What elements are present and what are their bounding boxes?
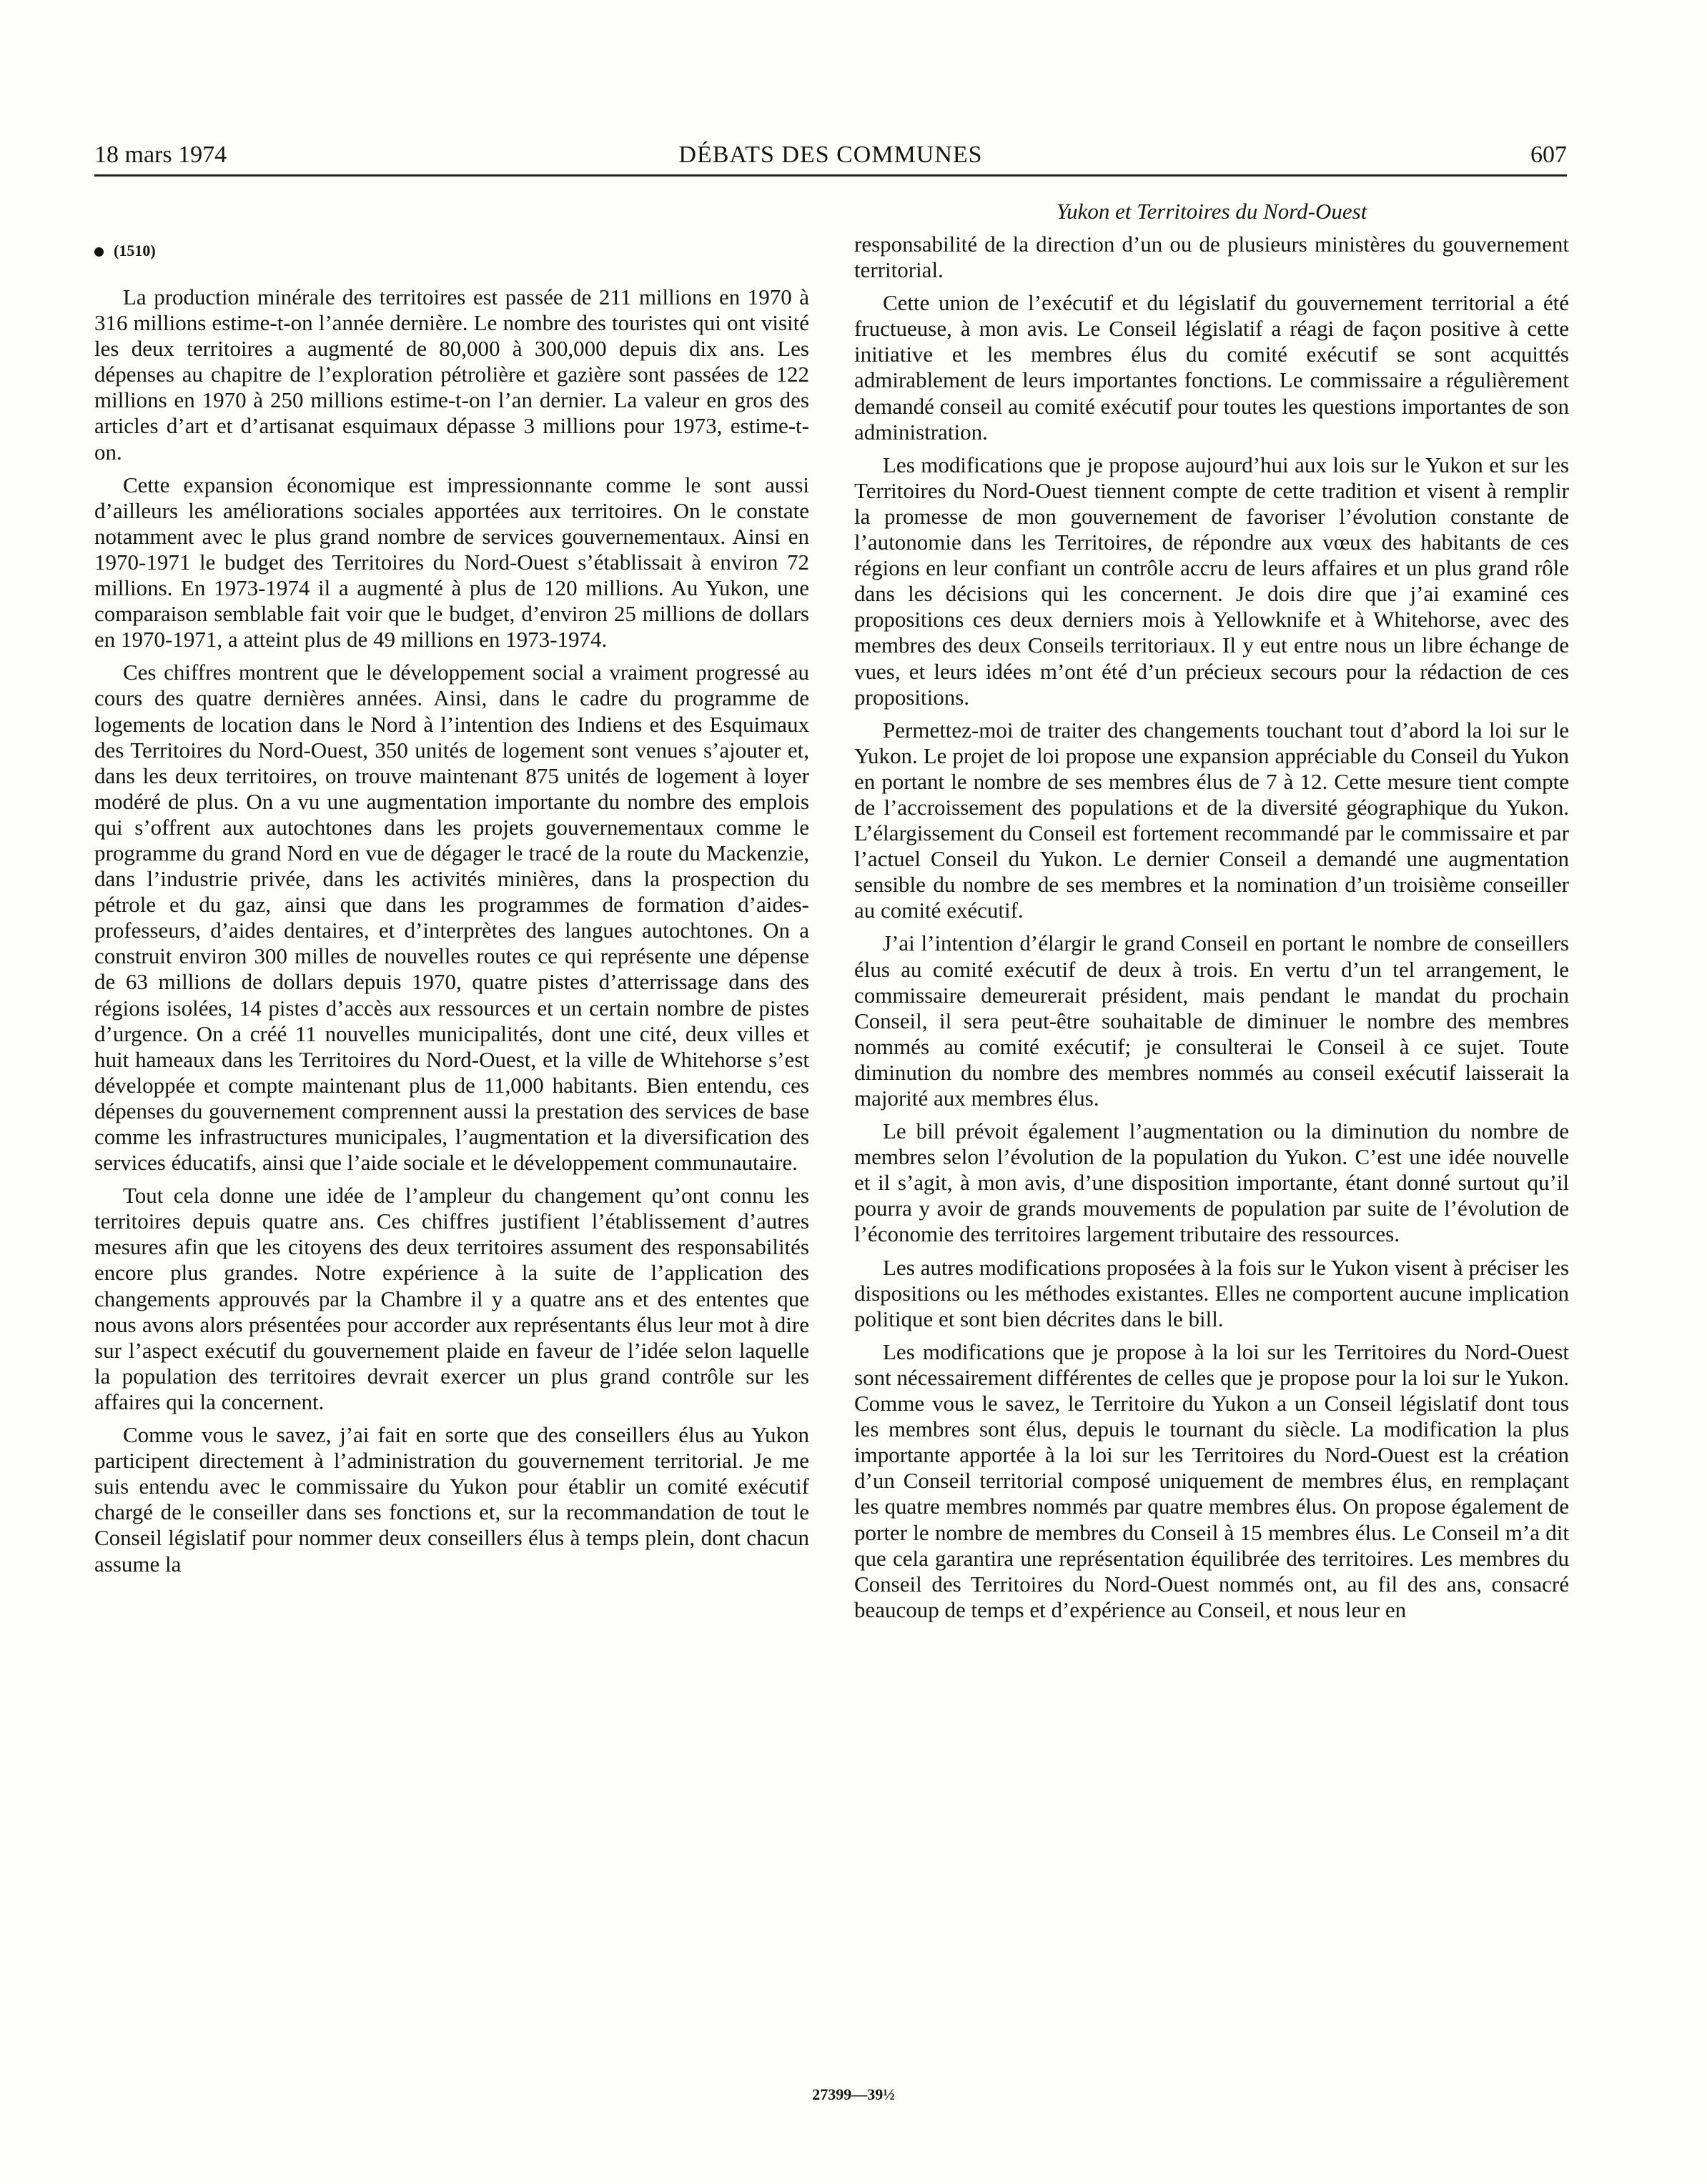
time-stamp-label: (1510)	[114, 242, 156, 259]
running-head: Yukon et Territoires du Nord-Ouest	[1056, 199, 1367, 224]
paragraph: J’ai l’intention d’élargir le grand Conseil en portant le nombre de conseillers élus au comité exécutif de deux à trois. En vertu d’un tel arrangement, le commissaire demeurerait président, mais pendant le mandat du prochain Conseil, il sera peut-être souhaitable de diminuer le nombre des membres nommés au comité exécutif; je consulterai le Conseil à ce sujet. Toute diminution du nombre des membres nommés au conseil exécutif laisserait la majorité aux membres élus.	[854, 930, 1569, 1111]
paragraph: Les autres modifications proposées à la fois sur le Yukon visent à préciser les dispositions ou les méthodes existantes. Elles ne comportent aucune implication politique et sont bien décrites dans le bill.	[854, 1254, 1569, 1331]
header-title: DÉBATS DES COMMUNES	[678, 142, 983, 168]
time-stamp	[94, 242, 156, 260]
bullet-icon	[94, 247, 104, 257]
paragraph: Permettez-moi de traiter des changements touchant tout d’abord la loi sur le Yukon. Le projet de loi propose une expansion appréciable du Conseil du Yukon en portant le nombre de ses membres élus de 7 à 12. Cette mesure tient compte de l’accroissement des populations et de la diversité géographique du Yukon. L’élargissement du Conseil est fortement recommandé par le commissaire et par l’actuel Conseil du Yukon. Le dernier Conseil a demandé une augmentation sensible du nombre de ses membres et la nomination d’un troisième conseiller au comité exécutif.	[854, 717, 1569, 923]
paragraph: Cette expansion économique est impressionnante comme le sont aussi d’ailleurs les améliorations sociales apportées aux territoires. On le constate notamment avec le plus grand nombre de services gouvernementaux. Ainsi en 1970-1971 le budget des Territoires du Nord-Ouest s’établissait à environ 72 millions. En 1973-1974 il a augmenté à plus de 120 millions. Au Yukon, une comparaison semblable fait voir que le budget, d’environ 25 millions de dollars en 1970-1971, a atteint plus de 49 millions en 1973-1974.	[94, 472, 809, 652]
paragraph: Les modifications que je propose à la loi sur les Territoires du Nord-Ouest sont nécessairement différentes de celles que je propose pour la loi sur le Yukon. Comme vous le savez, le Territoire du Yukon a un Conseil législatif dont tous les membres sont élus, depuis le tournant du siècle. La modification la plus importante apportée à la loi sur les Territoires du Nord-Ouest est la création d’un Conseil territorial composé uniquement de membres élus, en remplaçant les quatre membres nommés par quatre membres élus. On propose également de porter le nombre de membres du Conseil à 15 membres élus. Le Conseil m’a dit que cela garantira une représentation équilibrée des territoires. Les membres du Conseil des Territoires du Nord-Ouest nommés ont, au fil des ans, consacré beaucoup de temps et d’expérience au Conseil, et nous leur en	[854, 1339, 1569, 1622]
paragraph: Les modifications que je propose aujourd’hui aux lois sur le Yukon et sur les Territoires du Nord-Ouest tiennent compte de cette tradition et visent à remplir la promesse de mon gouvernement de favoriser l’évolution constante de l’autonomie dans les Territoires, de répondre aux vœux des habitants de ces régions en leur confiant un contrôle accru de leurs affaires et un plus grand rôle dans les décisions qui les concernent. Je dois dire que j’ai examiné ces propositions ces deux derniers mois à Yellowknife et à Whitehorse, avec des membres des deux Conseils territoriaux. Il y eut entre nous un libre échange de vues, et leurs idées m’ont été d’un précieux secours pour la rédaction de ces propositions.	[854, 452, 1569, 710]
header-date: 18 mars 1974	[94, 142, 227, 168]
paragraph: Comme vous le savez, j’ai fait en sorte que des conseillers élus au Yukon participent directement à l’administration du gouvernement territorial. Je me suis entendu avec le commissaire du Yukon pour établir un comité exécutif chargé de le conseiller dans ses fonctions et, sur la recommandation de tout le Conseil législatif pour nommer deux conseillers élus à temps plein, dont chacun assume la	[94, 1422, 809, 1577]
page-number: 607	[1530, 142, 1567, 168]
paragraph: Ces chiffres montrent que le développement social a vraiment progressé au cours des quatre dernières années. Ainsi, dans le cadre du programme de logements de location dans le Nord à l’intention des Indiens et des Esquimaux des Territoires du Nord-Ouest, 350 unités de logement sont venues s’ajouter et, dans les deux territoires, on trouve maintenant 875 unités de logement à loyer modéré de plus. On a vu une augmentation importante du nombre des emplois qui s’offrent aux autochtones dans les projets gouvernementaux comme le programme du grand Nord en vue de dégager le tracé de la route du Mackenzie, dans l’industrie privée, dans les activités minières, dans la prospection du pétrole et du gaz, ainsi que dans les programmes de formation d’aides-professeurs, d’aides dentaires, et d’interprètes des langues autochtones. On a construit environ 300 milles de nouvelles routes ce qui représente une dépense de 63 millions de dollars depuis 1970, quatre pistes d’atterrissage dans des régions isolées, 14 pistes d’accès aux ressources et un certain nombre de pistes d’urgence. On a créé 11 nouvelles municipalités, dont une cité, deux villes et huit hameaux dans les Territoires du Nord-Ouest, et la ville de Whitehorse s’est développée et compte maintenant plus de 11,000 habitants. Bien entendu, ces dépenses du gouvernement comprennent aussi la prestation des services de base comme les infrastructures municipales, l’augmentation et la diversification des services éducatifs, ainsi que l’aide sociale et le développement communautaire.	[94, 660, 809, 1176]
right-column	[854, 232, 1569, 1630]
paragraph: Le bill prévoit également l’augmentation ou la diminution du nombre de membres selon l’évolution de la population du Yukon. C’est une idée nouvelle et il s’agit, à mon avis, d’une disposition importante, étant donné surtout qu’il pourra y avoir de grands mouvements de population par suite de l’évolution de l’économie des territoires largement tributaire des ressources.	[854, 1118, 1569, 1247]
page-footer: 27399—39½	[812, 2085, 895, 2103]
paragraph: La production minérale des territoires est passée de 211 millions en 1970 à 316 millions estime-t-on l’année dernière. Le nombre des touristes qui ont visité les deux territoires a augmenté de 80,000 à 300,000 depuis dix ans. Les dépenses au chapitre de l’exploration pétrolière et gazière sont passées de 122 millions en 1970 à 250 millions estime-t-on l’an dernier. La valeur en gros des articles d’art et d’artisanat esquimaux dépasse 3 millions pour 1973, estime-t-on.	[94, 284, 809, 465]
page-header	[94, 142, 1567, 177]
paragraph: Cette union de l’exécutif et du législatif du gouvernement territorial a été fructueuse, à mon avis. Le Conseil législatif a réagi de façon positive à cette initiative et les membres élus du comité exécutif se sont acquittés admirablement de leurs importantes fonctions. Le commissaire a régulièrement demandé conseil au comité exécutif pour toutes les questions importantes de son administration.	[854, 290, 1569, 445]
left-column	[94, 284, 809, 1584]
paragraph-continuation: responsabilité de la direction d’un ou de plusieurs ministères du gouvernement territorial.	[854, 232, 1569, 283]
paragraph: Tout cela donne une idée de l’ampleur du changement qu’ont connu les territoires depuis quatre ans. Ces chiffres justifient l’établissement d’autres mesures afin que les citoyens des deux territoires assument des responsabilités encore plus grandes. Notre expérience à la suite de l’application des changements approuvés par la Chambre il y a quatre ans et des ententes que nous avons alors présentées pour accorder aux représentants élus leur mot à dire sur l’aspect exécutif du gouvernement plaide en faveur de l’idée selon laquelle la population des territoires devrait exercer un plus grand contrôle sur les affaires qui la concernent.	[94, 1183, 809, 1414]
